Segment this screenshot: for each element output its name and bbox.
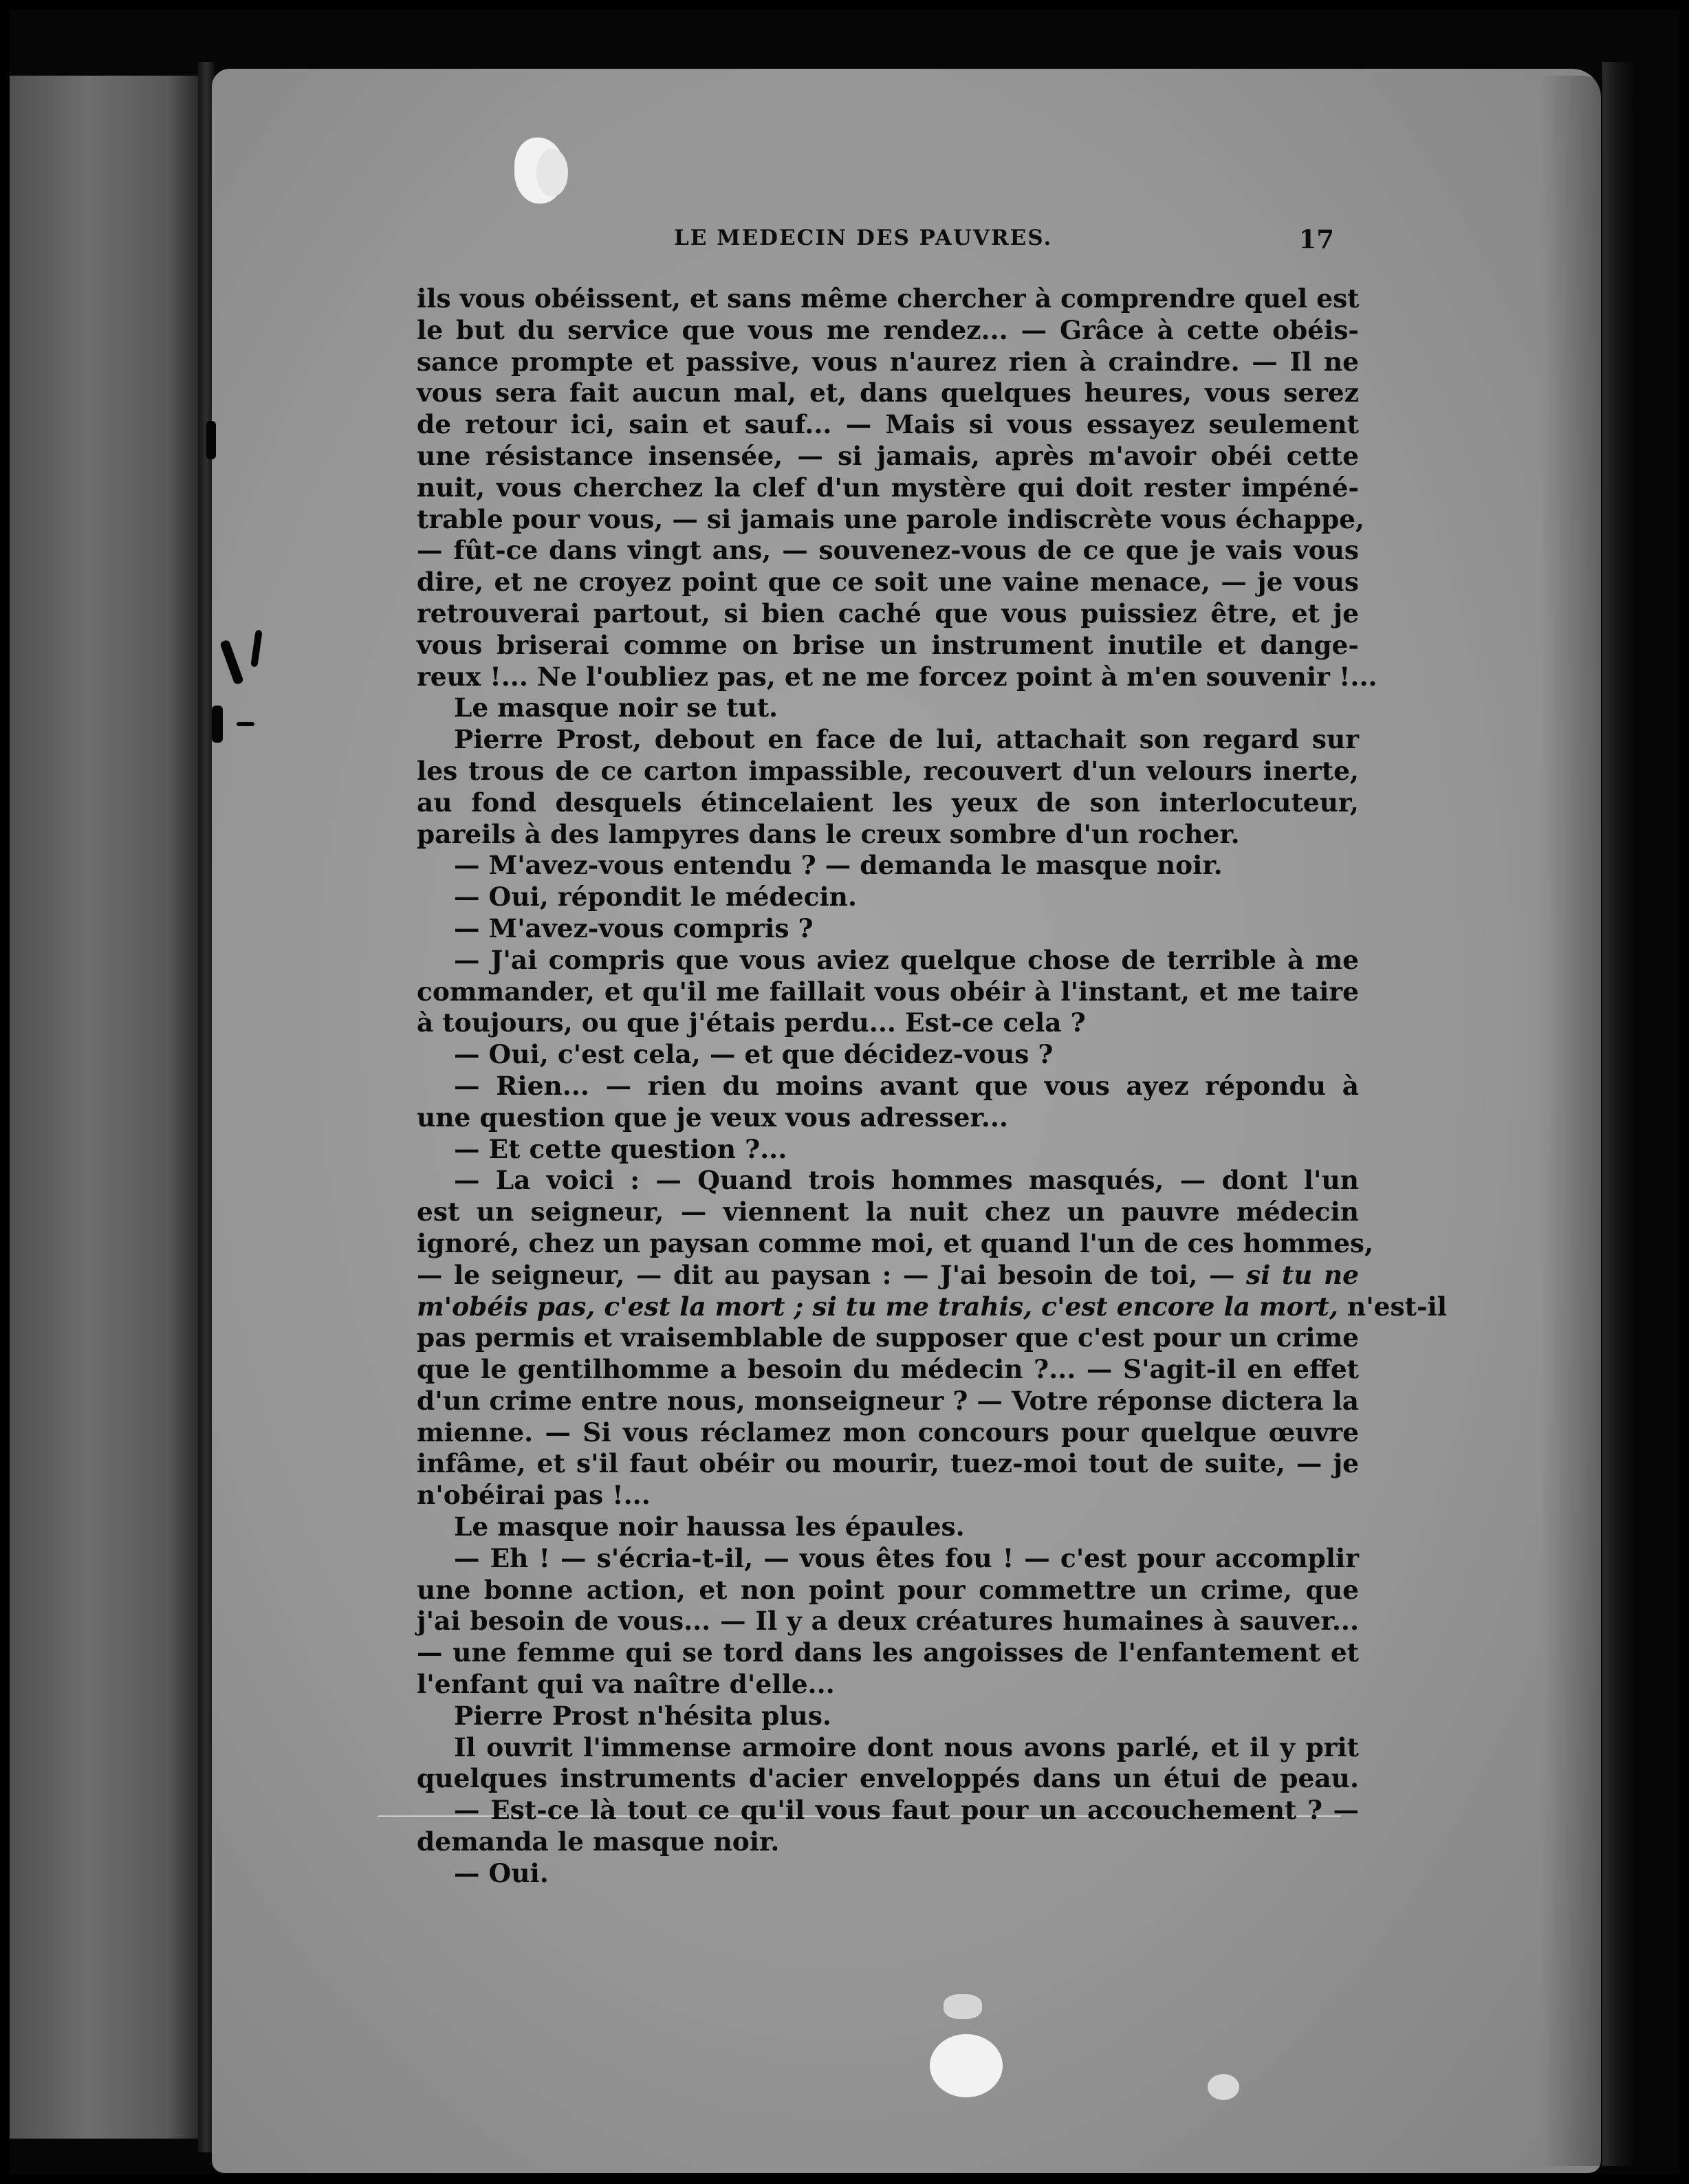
text-line: les trous de ce carton impassible, recouvert d'un velours inerte, xyxy=(417,755,1359,786)
italic-segment: si tu ne xyxy=(1246,1259,1360,1290)
text-line: est un seigneur, — viennent la nuit chez un pauvre médecin xyxy=(417,1197,1359,1227)
dialogue-line: — Et cette question ?... xyxy=(454,1133,787,1164)
text-line: Il ouvrit l'immense armoire dont nous avons parlé, et il y prit xyxy=(454,1732,1359,1762)
text-line: nuit, vous cherchez la clef d'un mystère qui doit rester impéné- xyxy=(417,472,1359,503)
text-segment: n'est-il xyxy=(1347,1291,1448,1322)
text-line: d'un crime entre nous, monseigneur ? — Votre réponse dictera la xyxy=(417,1385,1359,1416)
text-line: Le masque noir se tut. xyxy=(454,692,778,723)
text-line: sance prompte et passive, vous n'aurez rien à craindre. — Il ne xyxy=(417,346,1359,377)
text-line: demanda le masque noir. xyxy=(417,1826,780,1857)
dialogue-line: — Oui, c'est cela, — et que décidez-vous ? xyxy=(454,1039,1054,1070)
text-line: retrouverai partout, si bien caché que vous puissiez être, et je xyxy=(417,598,1359,629)
text-line: trable pour vous, — si jamais une parole indiscrète vous échappe, xyxy=(417,503,1365,534)
text-line: le but du service que vous me rendez... — Grâce à cette obéis- xyxy=(417,314,1359,345)
text-line: vous sera fait aucun mal, et, dans quelques heures, vous serez xyxy=(417,378,1359,408)
text-line: j'ai besoin de vous... — Il y a deux créatures humaines à sauver... xyxy=(417,1606,1359,1637)
italic-segment: m'obéis pas, c'est la mort ; si tu me trahis, c'est encore la mort, xyxy=(417,1291,1338,1322)
text-line: dire, et ne croyez point que ce soit une vaine menace, — je vous xyxy=(417,567,1359,598)
text-line: ignoré, chez un paysan comme moi, et quand l'un de ces hommes, xyxy=(417,1227,1374,1258)
text-line: au fond desquels étincelaient les yeux de son interlocuteur, xyxy=(417,787,1359,818)
text-line: Le masque noir haussa les épaules. xyxy=(454,1511,965,1542)
text-line: l'enfant qui va naître d'elle... xyxy=(417,1669,835,1700)
text-line: commander, et qu'il me faillait vous obéir à l'instant, et me taire xyxy=(417,976,1359,1007)
running-title: LE MEDECIN DES PAUVRES. xyxy=(674,226,1053,250)
text-line: vous briserai comme on brise un instrument inutile et dange- xyxy=(417,629,1359,660)
text-line: de retour ici, sain et sauf... — Mais si vous essayez seulement xyxy=(417,409,1359,440)
text-line: — fût-ce dans vingt ans, — souvenez-vous de ce que je vais vous xyxy=(417,535,1359,566)
page-number: 17 xyxy=(1298,224,1334,254)
text-line: — une femme qui se tord dans les angoisses de l'enfantement et xyxy=(417,1637,1359,1668)
text-line: une question que je veux vous adresser... xyxy=(417,1102,1008,1133)
text-line: que le gentilhomme a besoin du médecin ?... — S'agit-il en effet xyxy=(417,1354,1359,1385)
dialogue-line: — Oui, répondit le médecin. xyxy=(454,882,857,913)
dialogue-line: — M'avez-vous compris ? xyxy=(454,913,814,943)
text-line: quelques instruments d'acier enveloppés dans un étui de peau. xyxy=(417,1763,1359,1794)
dialogue-line: — Oui. xyxy=(454,1857,549,1888)
text-line: mienne. — Si vous réclamez mon concours pour quelque œuvre xyxy=(417,1417,1359,1448)
text-segment: — le seigneur, — dit au paysan : — J'ai besoin de toi, — xyxy=(417,1259,1235,1290)
text-line: ils vous obéissent, et sans même chercher à comprendre quel est xyxy=(417,283,1360,314)
text-line: pareils à des lampyres dans le creux sombre d'un rocher. xyxy=(417,818,1240,849)
text-line: Pierre Prost, debout en face de lui, attachait son regard sur xyxy=(454,724,1359,755)
text-line: Pierre Prost n'hésita plus. xyxy=(454,1700,831,1731)
text-line: reux !... Ne l'oubliez pas, et ne me forcez point à m'en souvenir !... xyxy=(417,661,1377,692)
text-line: une bonne action, et non point pour commettre un crime, que xyxy=(417,1574,1359,1605)
dialogue-line: — J'ai compris que vous aviez quelque chose de terrible à me xyxy=(454,944,1359,975)
text-line: pas permis et vraisemblable de supposer que c'est pour un crime xyxy=(417,1322,1359,1353)
dialogue-line: — M'avez-vous entendu ? — demanda le masque noir. xyxy=(454,850,1223,881)
dialogue-line: — Est-ce là tout ce qu'il vous faut pour un accouchement ? — xyxy=(454,1795,1359,1826)
dialogue-line: — La voici : — Quand trois hommes masqués, — dont l'un xyxy=(454,1165,1359,1196)
text-line: infâme, et s'il faut obéir ou mourir, tuez-moi tout de suite, — je xyxy=(417,1448,1359,1479)
dialogue-line: — Eh ! — s'écria-t-il, — vous êtes fou ! — c'est pour accomplir xyxy=(454,1542,1359,1573)
text-line: n'obéirai pas !... xyxy=(417,1480,651,1511)
text-line: une résistance insensée, — si jamais, après m'avoir obéi cette xyxy=(417,440,1359,471)
text-line: à toujours, ou que j'étais perdu... Est-ce cela ? xyxy=(417,1007,1086,1038)
dialogue-line: — Rien... — rien du moins avant que vous ayez répondu à xyxy=(454,1070,1359,1101)
